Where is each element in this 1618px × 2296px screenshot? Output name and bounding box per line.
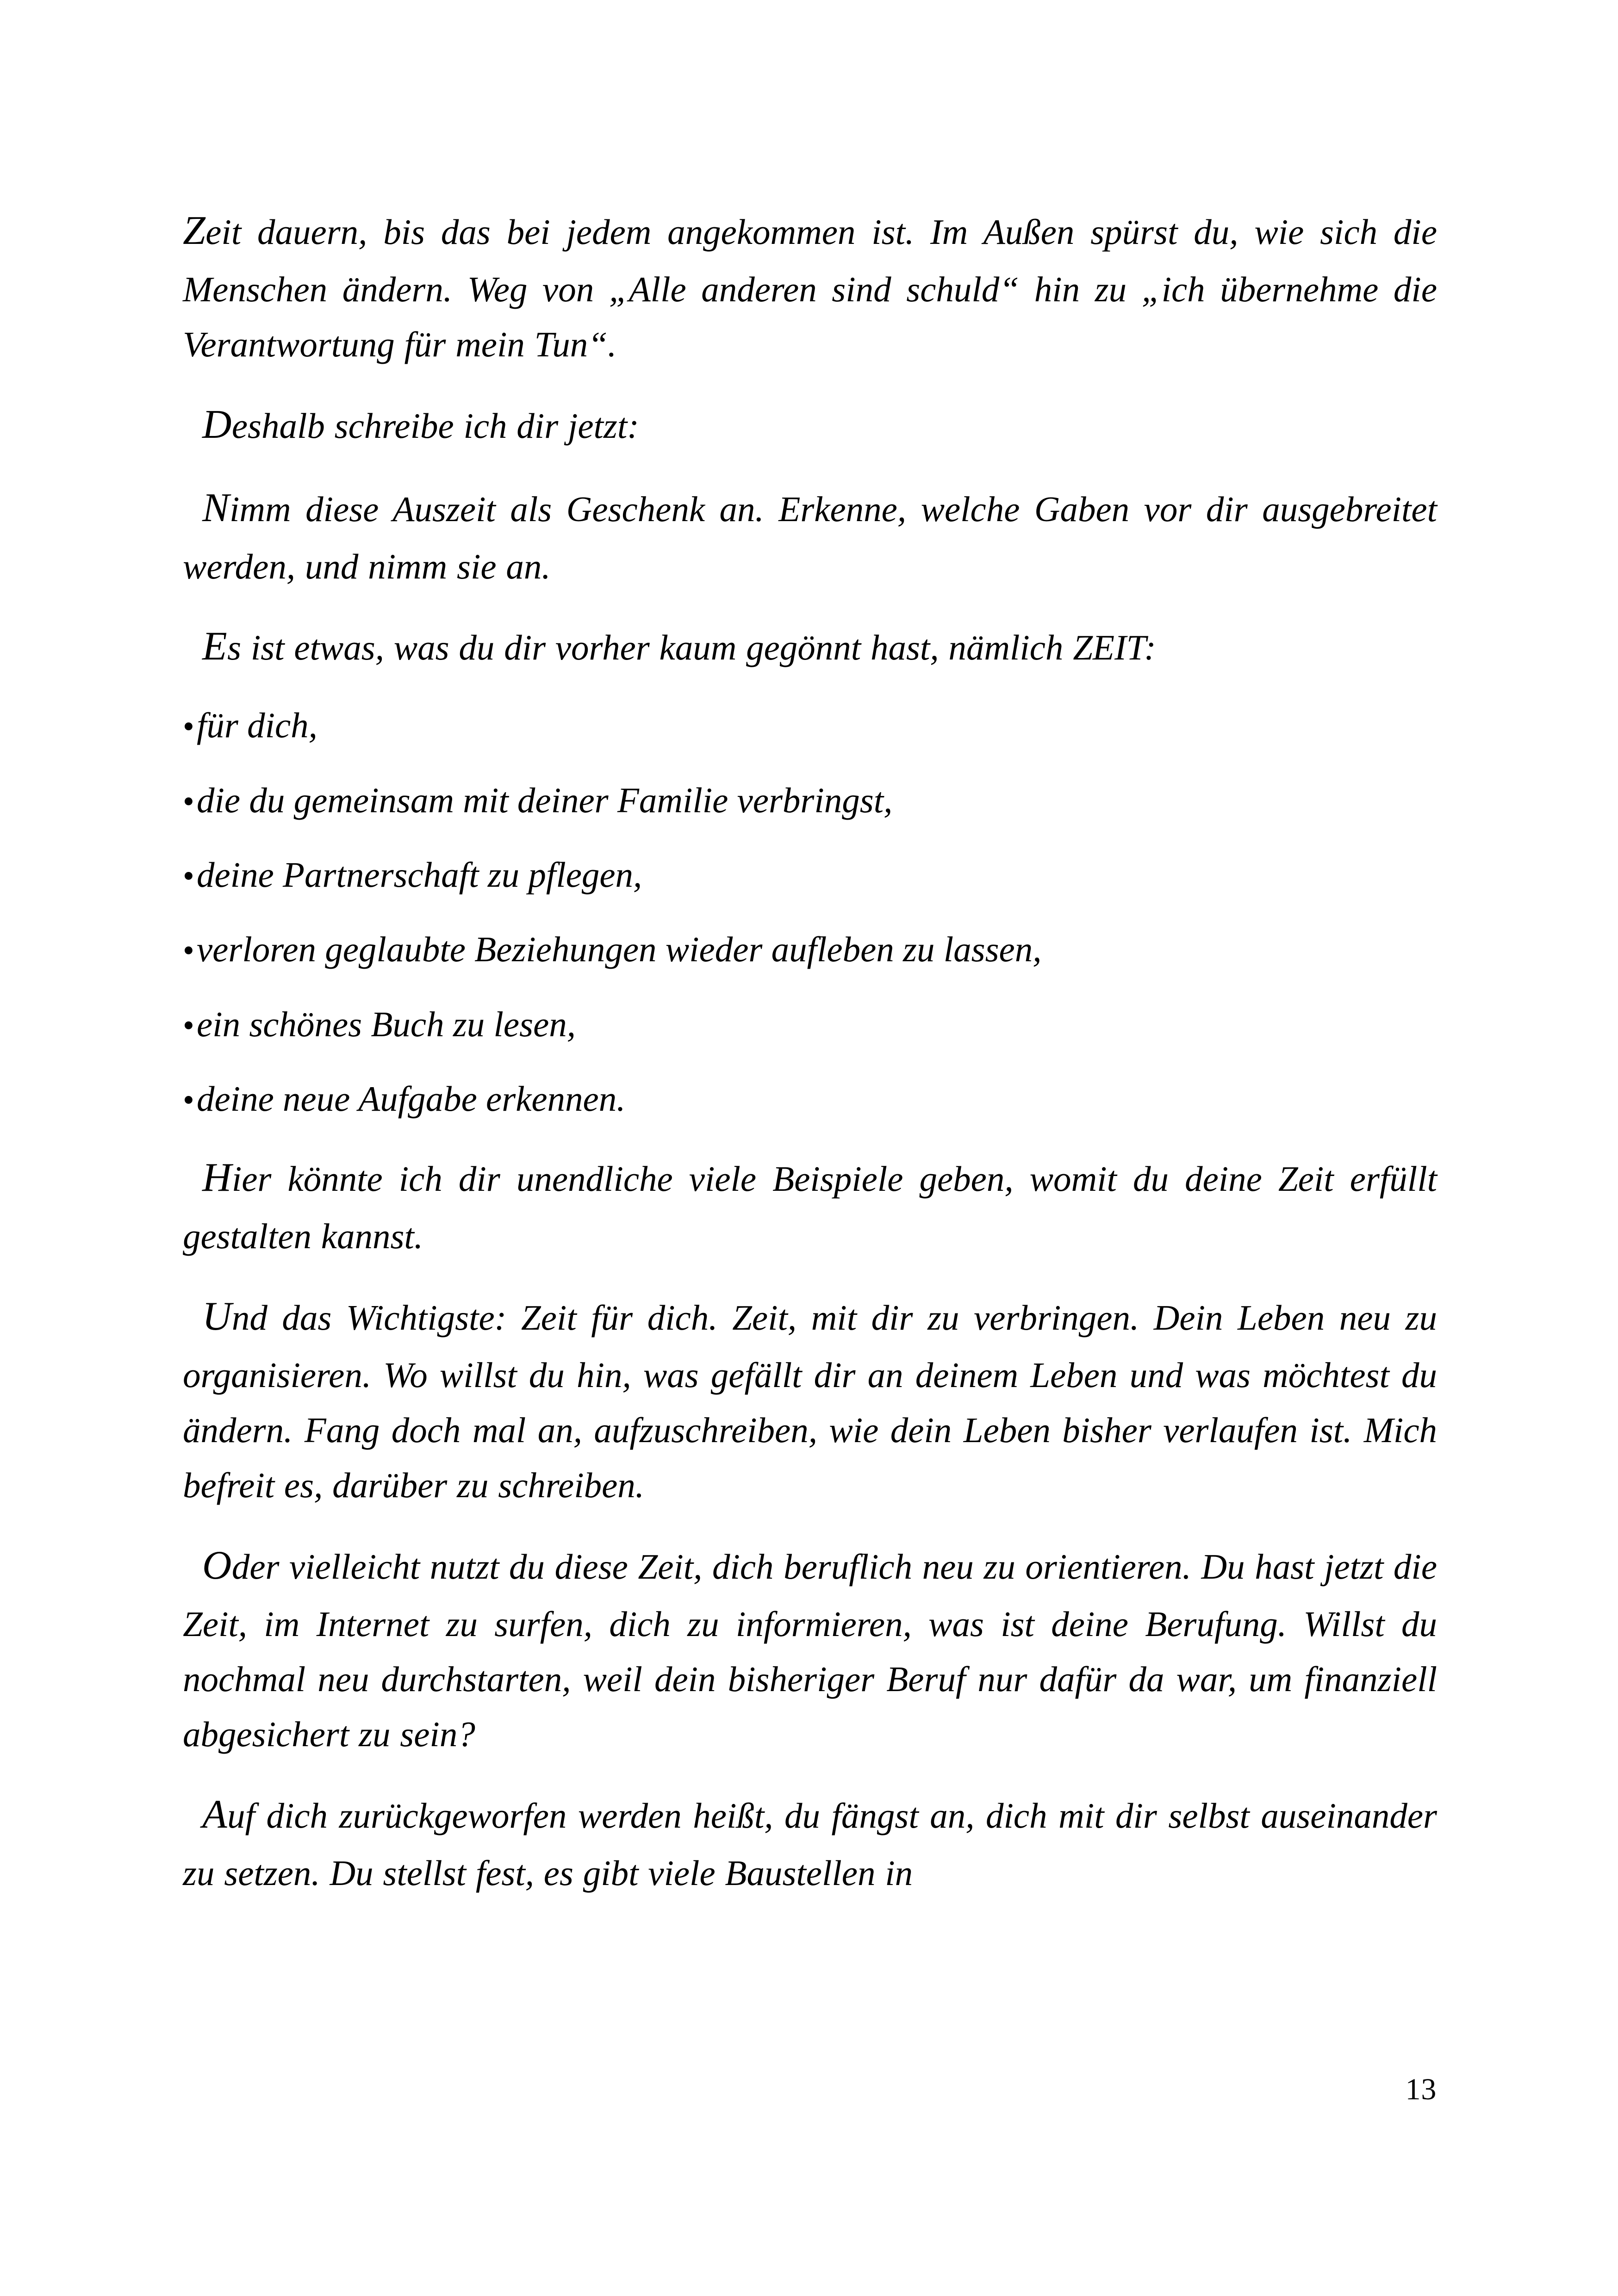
- paragraph-initial: A: [202, 1791, 228, 1836]
- list-item: [183, 773, 1437, 828]
- paragraph-text: imm diese Auszeit als Geschenk an. Erkenne, welche Gaben vor dir ausgebreitet werden, und nimm sie an.: [183, 489, 1437, 586]
- paragraph-p4: [183, 615, 1437, 678]
- paragraph-text: eshalb schreibe ich dir jetzt:: [231, 405, 639, 446]
- paragraph-initial: Z: [183, 208, 206, 253]
- paragraph-initial: N: [202, 485, 230, 530]
- bullet-list: [183, 698, 1437, 1126]
- list-item-label: ein schönes Buch zu lesen,: [197, 1004, 576, 1044]
- bullet-dot-icon: •: [183, 1007, 194, 1044]
- list-item-label: die du gemeinsam mit deiner Familie verbringst,: [197, 780, 893, 820]
- paragraph-initial: U: [202, 1293, 232, 1338]
- list-item: [183, 1071, 1437, 1126]
- paragraph-text: eit dauern, bis das bei jedem angekommen ist. Im Außen spürst du, wie sich die Menschen ändern. Weg von „Alle anderen sind schuld“ hin zu „ich übernehme die Verantwortung für mein Tun“.: [183, 212, 1437, 365]
- bullet-dot-icon: •: [183, 933, 194, 969]
- paragraph-initial: O: [202, 1542, 232, 1587]
- paragraph-p5: [183, 1146, 1437, 1264]
- paragraph-p7: [183, 1534, 1437, 1762]
- list-item-label: verloren geglaubte Beziehungen wieder aufleben zu lassen,: [197, 929, 1042, 970]
- paragraph-p2: [183, 393, 1437, 456]
- paragraph-text: s ist etwas, was du dir vorher kaum gegönnt hast, nämlich ZEIT:: [227, 628, 1156, 668]
- page-number: 13: [1405, 2072, 1437, 2106]
- page-text-block: [183, 199, 1437, 1921]
- list-item: [183, 698, 1437, 753]
- list-item: [183, 847, 1437, 902]
- paragraph-initial: E: [202, 623, 228, 669]
- list-item-label: deine Partnerschaft zu pflegen,: [197, 854, 642, 895]
- list-item-label: für dich,: [197, 705, 317, 746]
- paragraph-text: der vielleicht nutzt du diese Zeit, dich beruflich neu zu orientieren. Du hast jetzt die Zeit, im Internet zu surfen, dich zu informieren, was ist deine Berufung. Willst du nochmal neu durchstarten, weil dein bisheriger Beruf nur dafür da war, um finanziell abgesichert zu sein?: [183, 1546, 1437, 1755]
- list-item: [183, 922, 1437, 977]
- list-item-label: deine neue Aufgabe erkennen.: [197, 1078, 626, 1119]
- paragraph-p3: [183, 476, 1437, 594]
- bullet-dot-icon: •: [183, 858, 194, 894]
- bullet-dot-icon: •: [183, 709, 194, 745]
- paragraph-text: uf dich zurückgeworfen werden heißt, du fängst an, dich mit dir selbst auseinander zu setzen. Du stellst fest, es gibt viele Baustellen in: [183, 1795, 1437, 1893]
- paragraph-p8: [183, 1783, 1437, 1901]
- paragraph-text: nd das Wichtigste: Zeit für dich. Zeit, mit dir zu verbringen. Dein Leben neu zu organisieren. Wo willst du hin, was gefällt dir an deinem Leben und was möchtest du ändern. Fang doch mal an, aufzuschreiben, wie dein Leben bisher verlaufen ist. Mich befreit es, darüber zu schreiben.: [183, 1297, 1437, 1506]
- paragraph-initial: H: [202, 1155, 232, 1200]
- paragraph-p1: [183, 199, 1437, 373]
- paragraph-text: ier könnte ich dir unendliche viele Beispiele geben, womit du deine Zeit erfüllt gestalten kannst.: [183, 1159, 1437, 1257]
- bullet-dot-icon: •: [183, 783, 194, 820]
- bullet-dot-icon: •: [183, 1082, 194, 1118]
- list-item: [183, 997, 1437, 1052]
- paragraph-p6: [183, 1285, 1437, 1513]
- paragraph-initial: D: [202, 401, 232, 447]
